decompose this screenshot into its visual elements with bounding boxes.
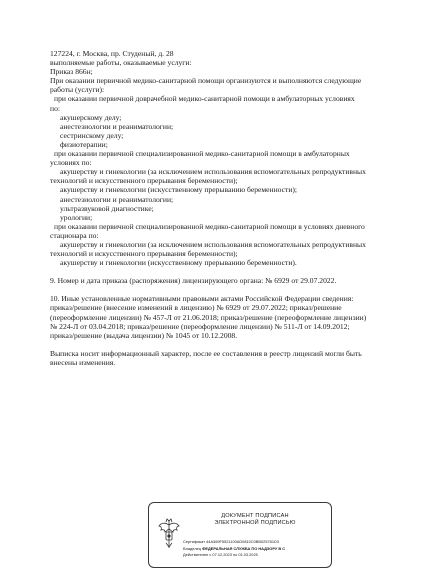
text-line: по: (50, 103, 60, 113)
text-line: акушерскому делу; (60, 112, 122, 122)
validity-label: Действителен (183, 552, 209, 558)
owner-label: Владелец (183, 545, 201, 551)
text-line: Приказ 866н; (50, 67, 93, 77)
text-line: при оказании первичной специализированной медико-санитарной помощи в амбулаторных (54, 149, 350, 159)
text-line: приказ/решение (внесение изменений в лицензию) № 6929 от 29.07.2022; приказ/решение (50, 303, 342, 313)
text-line: технологий и искусственного прерывания беременности); (50, 176, 238, 186)
stamp-subtitle: ЭЛЕКТРОННОЙ ПОДПИСЬЮ (214, 520, 296, 526)
stamp-details (183, 539, 328, 559)
address-line: 127224, г. Москва, пр. Студеный, д. 28 (50, 49, 174, 58)
text-line: урологии; (60, 212, 93, 222)
text-line: 10. Иные установленные нормативными правовыми актами Российской Федерации сведения: (50, 294, 354, 304)
text-line: условиях по: (50, 158, 92, 168)
text-line: анестезиологии и реаниматологии; (60, 121, 174, 131)
text-line: сестринскому делу; (60, 130, 124, 140)
text-line: физиотерапии; (60, 139, 108, 149)
text-line: анестезиологии и реаниматологии; (60, 194, 174, 204)
text-line: выполняемые работы, оказываемые услуги: (50, 58, 192, 68)
order-number-line: 9. Номер и дата приказа (распоряжения) лицензирующего органа: № 6929 от 29.07.2022. (50, 276, 337, 286)
coat-of-arms-icon (157, 517, 181, 551)
text-line: акушерству и гинекологии (за исключением использования вспомогательных репродуктивных (60, 167, 366, 177)
text-line: (переоформление лицензии) № 457-Л от 21.06.2018; приказ/решение (переоформление лицензии) (50, 312, 367, 322)
text-line: ультразвуковой диагностике; (60, 203, 154, 213)
stamp-title: ДОКУМЕНТ ПОДПИСАН (221, 513, 289, 519)
text-line: работы (услуги): (50, 85, 105, 95)
owner-value: ФЕДЕРАЛЬНАЯ СЛУЖБА ПО НАДЗОРУ В С (202, 545, 286, 551)
document-body (50, 49, 390, 367)
disclaimer-line: внесены изменения. (50, 357, 116, 367)
disclaimer-line: Выписка носит информационный характер, после ее составления в реестр лицензий могли быть (50, 348, 362, 358)
certificate-row (183, 539, 328, 546)
text-line: акушерству и гинекологии (искусственному прерыванию беременности); (60, 185, 298, 195)
text-line: акушерству и гинекологии (за исключением использования вспомогательных репродуктивных (60, 239, 366, 249)
validity-row (183, 552, 328, 559)
text-line: При оказании первичной медико-санитарной помощи организуются и выполняются следующие (50, 76, 362, 86)
certificate-label: Сертификат (183, 539, 206, 544)
text-line: стационара по: (50, 230, 99, 240)
text-line: № 224-Л от 03.04.2018; приказ/решение (переоформление лицензии) № 511-Л от 14.09.2012; (50, 321, 350, 331)
text-line: при оказании первичной доврачебной медико-санитарной помощи в амбулаторных условиях (54, 94, 355, 104)
text-line: технологий и искусственного прерывания беременности); (50, 249, 238, 259)
validity-value: с 07.12.2023 по 01.03.2025 (209, 552, 258, 558)
text-line: акушерству и гинекологии (искусственному прерыванию беременности). (60, 258, 297, 268)
text-line: приказ/решение (выдача лицензии) № 1045 от 10.12.2008. (50, 330, 238, 340)
owner-row (183, 546, 328, 553)
electronic-signature-stamp (148, 502, 332, 568)
certificate-value: 44A369F5521100AD0810C0BB025781D3 (206, 539, 279, 544)
text-line: при оказании первичной специализированной медико-санитарной помощи в условиях дневного (54, 221, 365, 231)
stamp-header (183, 513, 327, 527)
